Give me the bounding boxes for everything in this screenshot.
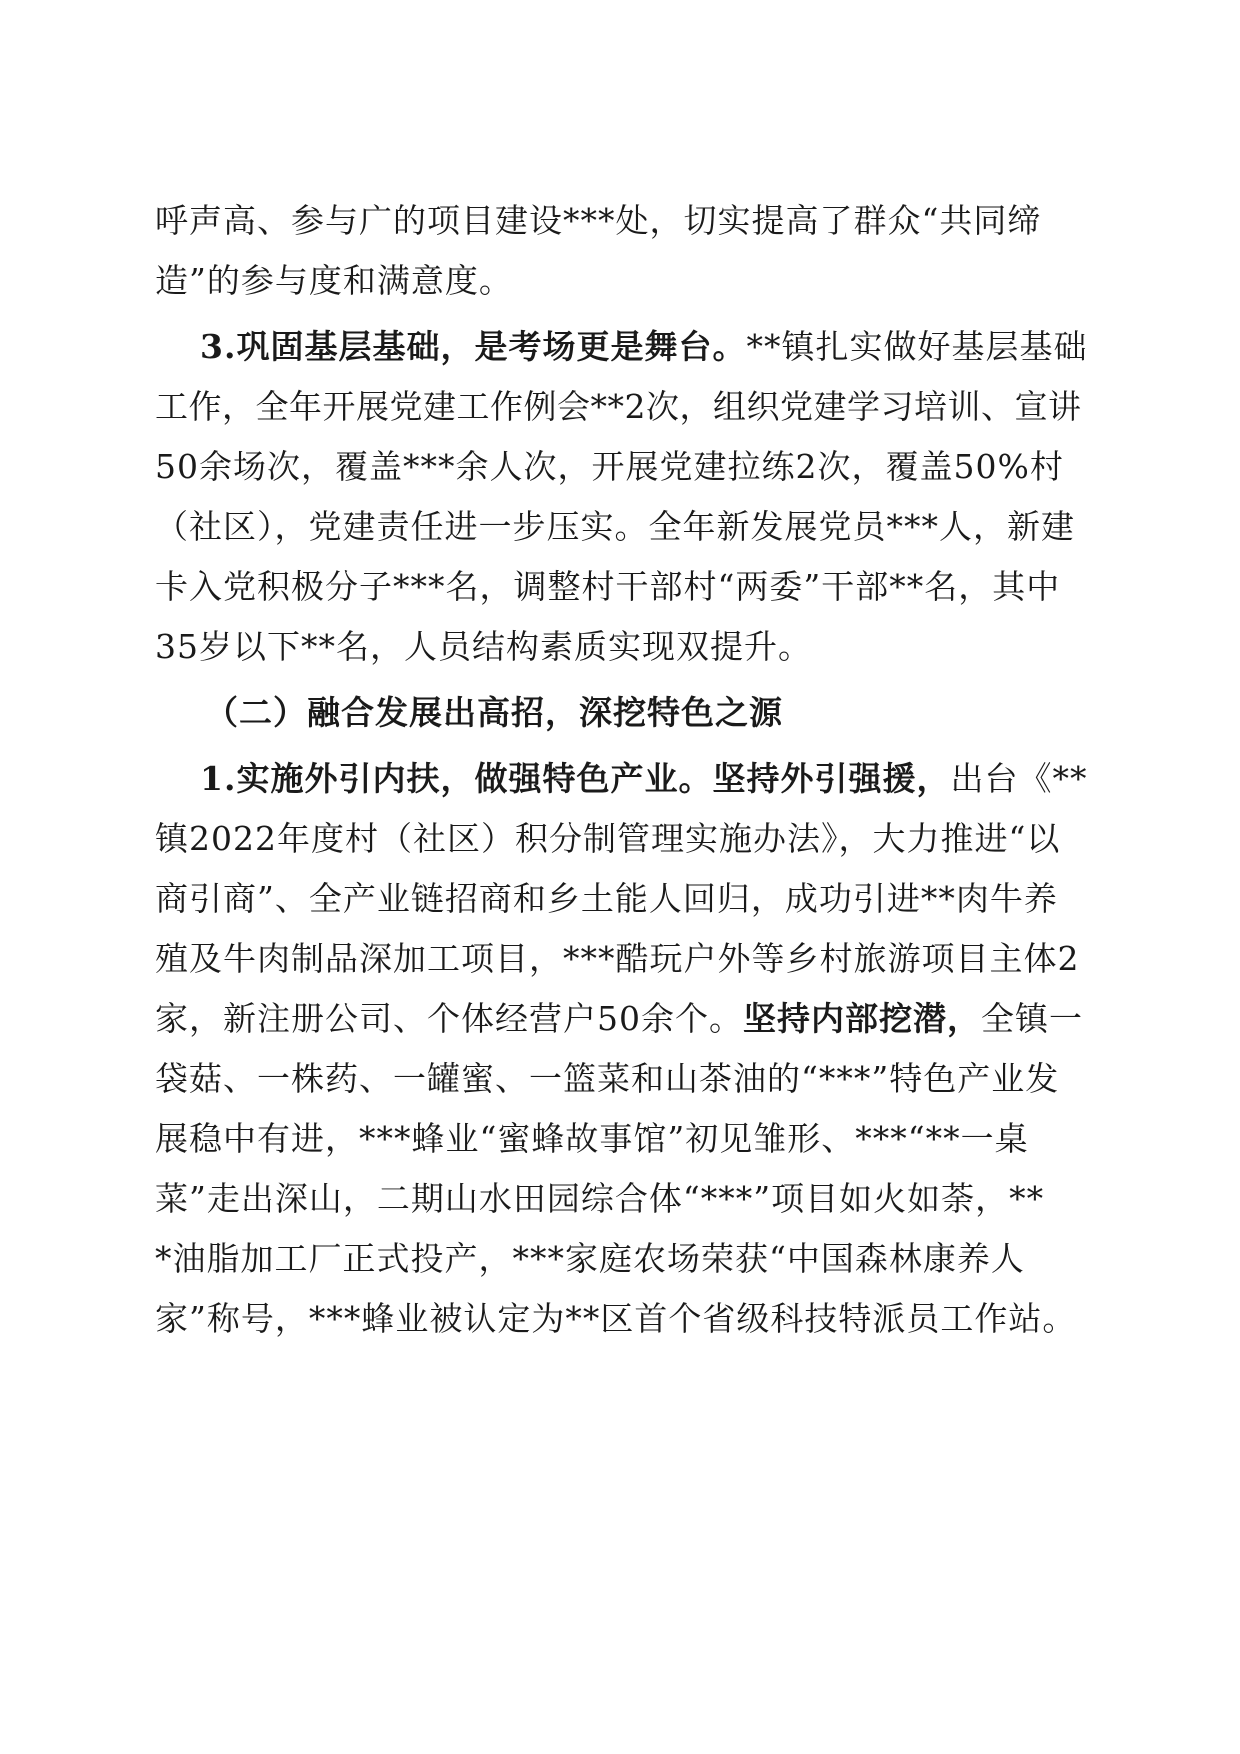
body-line: [155, 869, 1090, 929]
text-span: 家”称号，***蜂业被认定为**区首个省级科技特派员工作站。: [155, 1299, 1077, 1338]
body-line: [155, 1109, 1090, 1169]
body-line: [155, 437, 1090, 497]
text-span: *油脂加工厂正式投产，***家庭农场荣获“中国森林康养人: [155, 1239, 1025, 1278]
text-span: 菜”走出深山，二期山水田园综合体“***”项目如火如荼，**: [155, 1179, 1045, 1218]
body-line: [155, 191, 1090, 251]
body-line: [155, 929, 1090, 989]
body-line: [155, 497, 1090, 557]
text-span: 镇2022年度村（社区）积分制管理实施办法》，大力推进“以: [155, 819, 1061, 858]
text-span: 卡入党积极分子***名，调整村干部村“两委”干部**名，其中: [155, 567, 1061, 606]
subsection-title: 3.巩固基层基础，是考场更是舞台。: [200, 327, 747, 366]
text-span: 工作，全年开展党建工作例会**2次，组织党建学习培训、宣讲: [155, 387, 1082, 426]
body-line: [155, 1049, 1090, 1109]
subsection-line: [200, 749, 1090, 809]
body-line: [155, 1169, 1090, 1229]
text-span: （社区），党建责任进一步压实。全年新发展党员***人，新建: [155, 507, 1075, 546]
section-title: （二）融合发展出高招，深挖特色之源: [205, 693, 783, 732]
body-line: [155, 1229, 1090, 1289]
body-line: [155, 989, 1090, 1049]
text-span: 展稳中有进，***蜂业“蜜蜂故事馆”初见雏形、***“**一桌: [155, 1119, 1029, 1158]
subsection-title: 1.实施外引内扶，做强特色产业。坚持外引强援，: [200, 759, 951, 798]
text-span: 造”的参与度和满意度。: [155, 261, 513, 300]
text-span: 袋菇、一株药、一罐蜜、一篮菜和山茶油的“***”特色产业发: [155, 1059, 1060, 1098]
text-span: 殖及牛肉制品深加工项目，***酷玩户外等乡村旅游项目主体2: [155, 939, 1080, 978]
body-line: [155, 617, 1090, 677]
body-line: [155, 557, 1090, 617]
body-line: [155, 809, 1090, 869]
text-span: 呼声高、参与广的项目建设***处，切实提高了群众“共同缔: [155, 201, 1042, 240]
text-span: 出台《**: [950, 759, 1088, 798]
text-span: 全镇一: [981, 999, 1083, 1038]
emphasis-text: 坚持内部挖潜，: [743, 999, 981, 1038]
text-span: **镇扎实做好基层基础: [746, 327, 1088, 366]
body-line: [155, 251, 1090, 311]
text-span: 家，新注册公司、个体经营户50余个。: [155, 999, 743, 1038]
text-span: 35岁以下**名，人员结构素质实现双提升。: [155, 627, 812, 666]
text-span: 商引商”、全产业链招商和乡土能人回归，成功引进**肉牛养: [155, 879, 1058, 918]
section-heading: [205, 683, 1090, 743]
text-span: 50余场次，覆盖***余人次，开展党建拉练2次，覆盖50%村: [155, 447, 1064, 486]
subsection-line: [200, 317, 1090, 377]
body-line: [155, 1289, 1090, 1349]
body-line: [155, 377, 1090, 437]
